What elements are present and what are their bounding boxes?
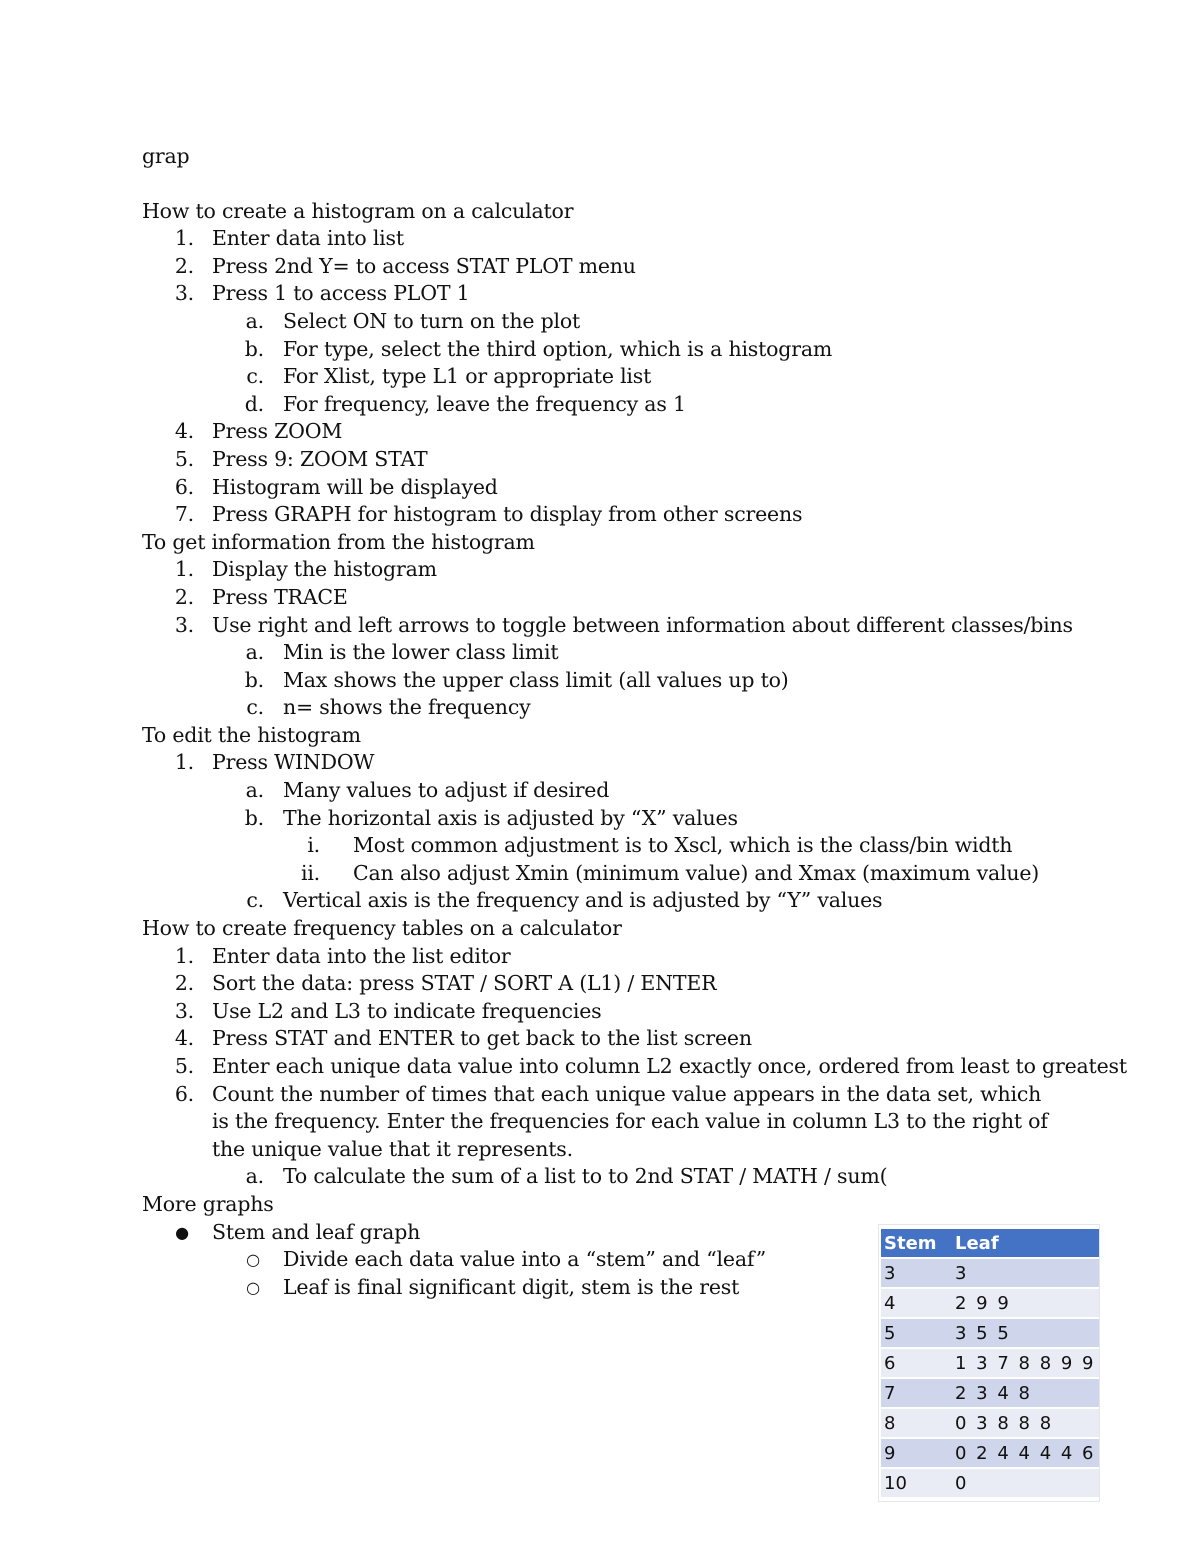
list-number: 1. [174, 750, 194, 775]
list-item [142, 363, 1082, 391]
list-item-text: The horizontal axis is adjusted by “X” values [283, 805, 738, 830]
leaf-cell: 2 9 9 [952, 1289, 1099, 1317]
bullet-marker: ○ [246, 1277, 260, 1297]
list-number: i. [307, 833, 320, 858]
table-row [881, 1469, 1099, 1497]
list-item-text: Most common adjustment is to Xscl, which is the class/bin width [353, 833, 1013, 858]
list-number: c. [246, 695, 264, 720]
header-leaf: Leaf [952, 1229, 1099, 1257]
list-item-text: Press GRAPH for histogram to display from other screens [212, 502, 803, 527]
list-number: 7. [174, 502, 194, 527]
list-item-text: Divide each data value into a “stem” and “leaf” [283, 1247, 767, 1272]
list-number: 1. [174, 226, 194, 251]
list-item [142, 860, 1082, 888]
list-number: b. [244, 667, 264, 692]
list-number: 2. [174, 253, 194, 278]
leaf-cell: 0 [952, 1469, 1099, 1497]
list-number: 5. [174, 1054, 194, 1078]
list-number: a. [245, 1164, 264, 1189]
list-item-text: For frequency, leave the frequency as 1 [283, 391, 686, 416]
list-item-text: Enter data into list [212, 226, 404, 251]
stem-leaf-table [878, 1224, 1100, 1502]
table-row [881, 1409, 1099, 1437]
list-item [142, 805, 1082, 833]
leaf-cell: 3 [952, 1259, 1099, 1287]
list-item [142, 336, 1082, 364]
list-number: 5. [174, 446, 194, 471]
list-item-text: Press TRACE [212, 584, 348, 609]
list-item [142, 225, 1082, 253]
stem-cell: 6 [881, 1349, 952, 1377]
list-number: 6. [174, 1081, 194, 1106]
list-item [142, 1053, 1127, 1081]
list-item [142, 1163, 1082, 1191]
list-item [142, 667, 1082, 695]
leaf-cell: 2 3 4 8 [952, 1379, 1099, 1407]
section-heading: More graphs [142, 1191, 274, 1216]
list-item [142, 943, 1082, 971]
list-number: ii. [300, 860, 320, 885]
list-number: 3. [174, 281, 194, 306]
list-number: 2. [174, 584, 194, 609]
list-item [142, 832, 1082, 860]
list-item [142, 1081, 1082, 1164]
list-number: b. [244, 805, 264, 830]
leaf-cell: 0 3 8 8 8 [952, 1409, 1099, 1437]
list-number: a. [245, 308, 264, 333]
list-item-text: Max shows the upper class limit (all values up to) [283, 667, 789, 692]
list-item-text: Use right and left arrows to toggle between information about different classes/bins [212, 612, 1073, 637]
list-number: a. [245, 640, 264, 665]
section-heading: To get information from the histogram [142, 529, 535, 554]
list-number: b. [244, 336, 264, 361]
list-item [142, 887, 1082, 915]
list-number: 4. [174, 419, 194, 444]
bullet-marker: ○ [246, 1250, 260, 1270]
list-number: 4. [174, 1026, 194, 1051]
list-item [142, 1025, 1082, 1053]
stem-cell: 4 [881, 1289, 952, 1317]
list-number: c. [246, 364, 264, 389]
list-number: 1. [174, 557, 194, 582]
list-item [142, 391, 1082, 419]
stem-cell: 10 [881, 1469, 952, 1497]
list-item-text: Can also adjust Xmin (minimum value) and Xmax (maximum value) [353, 860, 1040, 885]
list-item [142, 501, 1082, 529]
section-heading: How to create a histogram on a calculator [142, 198, 574, 223]
list-item [142, 280, 1082, 308]
list-number: 3. [174, 612, 194, 637]
list-item-text: Count the number of times that each unique value appears in the data set, which is the frequency. Enter the frequencies for each value in column L3 to the right of the unique value that it represents. [212, 1081, 1048, 1161]
list-item [142, 556, 1082, 584]
list-item [142, 612, 1082, 640]
list-item-text: Many values to adjust if desired [283, 778, 610, 803]
top-word: grap [142, 144, 190, 168]
list-item [142, 474, 1082, 502]
list-item-text: Enter each unique data value into column L2 exactly once, ordered from least to greatest [212, 1054, 1127, 1078]
table-row [881, 1439, 1099, 1467]
table-body [881, 1259, 1099, 1497]
section-heading: How to create frequency tables on a calculator [142, 916, 622, 941]
list-item-text: Stem and leaf graph [212, 1219, 421, 1244]
list-item-text: Sort the data: press STAT / SORT A (L1) / ENTER [212, 971, 717, 996]
list-item-text: Histogram will be displayed [212, 474, 498, 499]
list-item-text: For type, select the third option, which is a histogram [283, 336, 833, 361]
list-item-text: For Xlist, type L1 or appropriate list [283, 364, 652, 389]
list-item-text: n= shows the frequency [283, 695, 531, 720]
list-item [142, 749, 1082, 777]
list-number: 1. [174, 943, 194, 968]
list-item [142, 998, 1082, 1026]
list-item-text: Press STAT and ENTER to get back to the list screen [212, 1026, 752, 1051]
document-body [142, 143, 1127, 1301]
leaf-cell: 1 3 7 8 8 9 9 [952, 1349, 1099, 1377]
table-row [881, 1319, 1099, 1347]
section-heading: To edit the histogram [142, 722, 361, 747]
list-item-text: Leaf is final significant digit, stem is the rest [283, 1274, 740, 1299]
stem-cell: 7 [881, 1379, 952, 1407]
list-item-text: To calculate the sum of a list to to 2nd STAT / MATH / sum( [283, 1164, 888, 1189]
list-number: 2. [174, 971, 194, 996]
list-item-text: Press 9: ZOOM STAT [212, 446, 428, 471]
list-number: c. [246, 888, 264, 913]
list-item-text: Min is the lower class limit [283, 640, 559, 665]
stem-cell: 8 [881, 1409, 952, 1437]
list-number: a. [245, 778, 264, 803]
leaf-cell: 0 2 4 4 4 4 6 [952, 1439, 1099, 1467]
list-item-text: Press WINDOW [212, 750, 375, 775]
list-item-text: Select ON to turn on the plot [283, 308, 581, 333]
list-item [142, 694, 1082, 722]
list-item-text: Press 2nd Y= to access STAT PLOT menu [212, 253, 636, 278]
table-row [881, 1259, 1099, 1287]
table-row [881, 1349, 1099, 1377]
list-number: 3. [174, 998, 194, 1023]
stem-cell: 5 [881, 1319, 952, 1347]
stem-cell: 3 [881, 1259, 952, 1287]
list-number: 6. [174, 474, 194, 499]
sections-container [142, 198, 1127, 1302]
list-item-text: Vertical axis is the frequency and is adjusted by “Y” values [283, 888, 883, 913]
table-row [881, 1289, 1099, 1317]
list-item [142, 308, 1082, 336]
header-stem: Stem [881, 1229, 952, 1257]
list-item [142, 777, 1082, 805]
list-item-text: Enter data into the list editor [212, 943, 511, 968]
table-row [881, 1379, 1099, 1407]
list-item-text: Press 1 to access PLOT 1 [212, 281, 470, 306]
list-number: d. [244, 391, 264, 416]
stem-cell: 9 [881, 1439, 952, 1467]
list-item [142, 418, 1082, 446]
list-item-text: Display the histogram [212, 557, 437, 582]
list-item-text: Press ZOOM [212, 419, 343, 444]
list-item [142, 446, 1082, 474]
bullet-marker: ● [175, 1222, 189, 1242]
table-header-row [881, 1229, 1099, 1257]
list-item [142, 253, 1082, 281]
list-item [142, 584, 1082, 612]
list-item [142, 639, 1082, 667]
list-item [142, 970, 1082, 998]
list-item-text: Use L2 and L3 to indicate frequencies [212, 998, 602, 1023]
leaf-cell: 3 5 5 [952, 1319, 1099, 1347]
